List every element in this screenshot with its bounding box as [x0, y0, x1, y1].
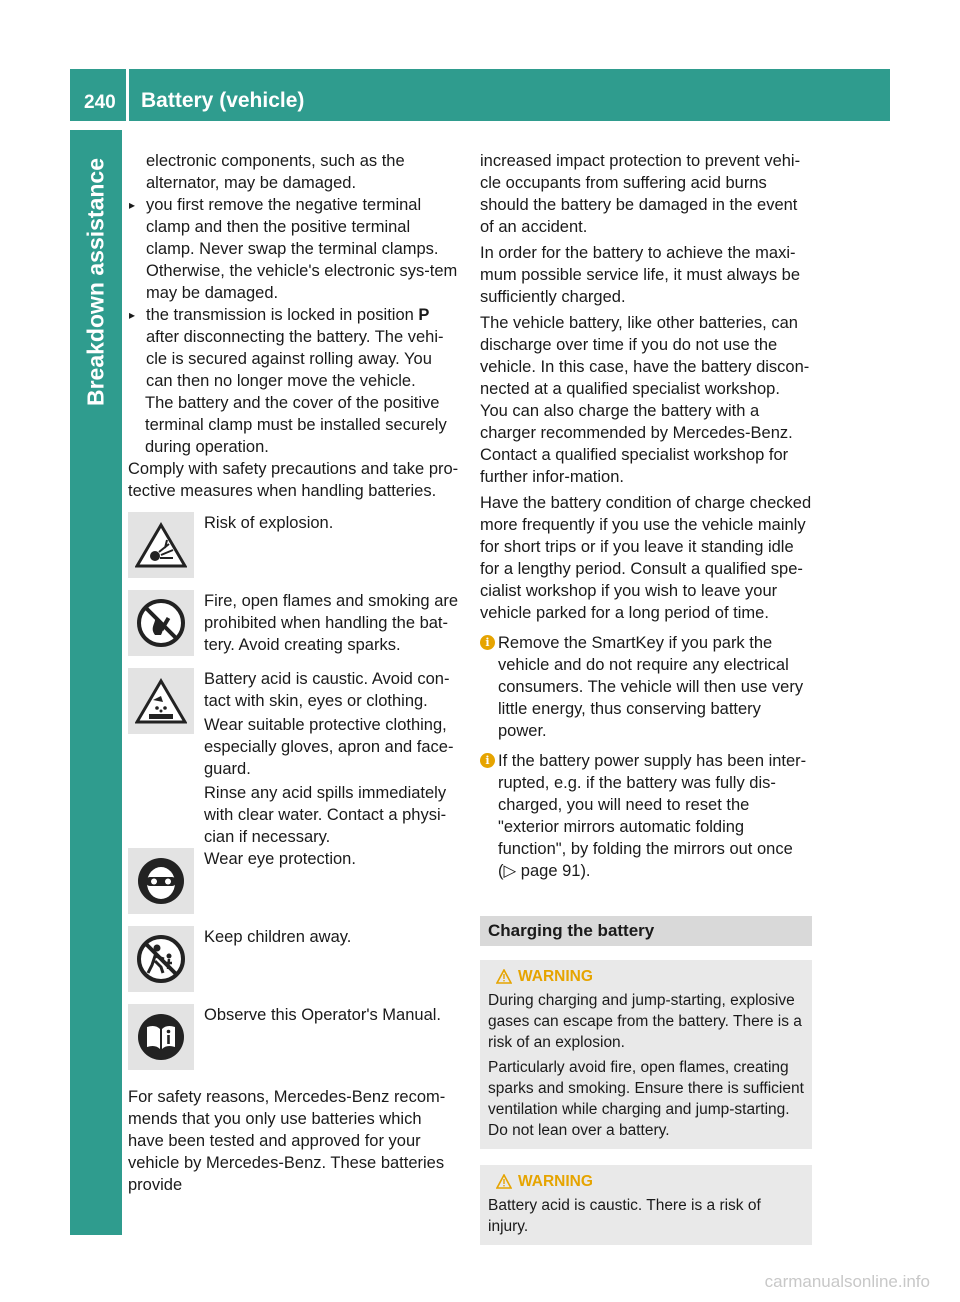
warning-row-explosion: [128, 512, 461, 590]
warning-row-eye: [128, 848, 461, 926]
safety-text: For safety reasons, Mercedes-Benz recom-mends that you only use batteries which have been tested and approved for your vehicle by Mercedes-Benz. These batteries provide: [128, 1088, 446, 1194]
eye-protection-icon: [128, 848, 194, 914]
corrosive-icon: [128, 668, 194, 734]
warning-row-corrosive: [128, 668, 461, 848]
keep-children-away-icon: [128, 926, 194, 992]
warning-row-children: [128, 926, 461, 1004]
warning-body: Battery acid is caustic. There is a risk of injury.: [488, 1197, 761, 1235]
info-note-smartkey: [480, 632, 812, 742]
side-tab-label: Breakdown assistance: [82, 157, 109, 407]
bullet-transmission: [128, 304, 461, 392]
warning-label: WARNING: [518, 1173, 593, 1190]
impact-text: increased impact protection to prevent vehi-cle occupants from suffering acid burns should the battery be damaged in the event of an accident.: [480, 152, 801, 236]
page-title: Battery (vehicle): [141, 89, 305, 112]
info-icon: i: [480, 753, 495, 768]
warning-text: Wear eye protection.: [204, 850, 356, 868]
service-life-text: In order for the battery to achieve the maxi-mum possible service life, it must always be sufficiently charged.: [480, 244, 801, 306]
warning-title: [488, 1171, 804, 1192]
info-icon: i: [480, 635, 495, 650]
right-column: [480, 150, 812, 1245]
warning-row-no-fire: [128, 590, 461, 668]
info-note-mirrors: [480, 750, 812, 882]
explosion-icon: [128, 512, 194, 578]
continued-line: electronic components, such as the alternator, may be damaged.: [146, 152, 405, 192]
battery-cover-text: The battery and the cover of the positive terminal clamp must be installed securely during operation.: [145, 394, 447, 456]
warning-text: Fire, open flames and smoking are prohibited when handling the bat-tery. Avoid creating sparks.: [204, 592, 459, 654]
gear-position: P: [418, 306, 430, 324]
discharge-text: The vehicle battery, like other batteries, can discharge over time if you do not use the vehicle. In this case, have the battery discon-nected at a qualified specialist workshop. You can also charge the battery with a charger recommended by Mercedes-Benz. Contact a qualified specialist workshop for further infor-mation.: [480, 314, 810, 486]
warning-text: Wear suitable protective clothing, especially gloves, apron and face-guard.: [204, 716, 454, 778]
manual-icon: [128, 1004, 194, 1070]
no-fire-icon: [128, 590, 194, 656]
bullet-negative-terminal: ▸ you first remove the negative terminal clamp and then the positive terminal clamp. Never swap the terminal clamps. Otherwise, the vehicle's electronic sys-tem may be damaged.: [128, 194, 461, 304]
warning-triangle-icon: [496, 969, 512, 984]
comply-text: Comply with safety precautions and take pro-tective measures when handling batteries.: [128, 460, 459, 500]
info-text: Remove the SmartKey if you park the vehicle and do not require any electrical consumers. The vehicle will then use very little energy, thus conserving battery power.: [498, 634, 804, 740]
warning-title: [488, 966, 804, 987]
warning-row-manual: [128, 1004, 461, 1082]
warning-text: Keep children away.: [204, 928, 352, 946]
page-number: 240: [84, 92, 116, 113]
warning-text: Risk of explosion.: [204, 514, 334, 532]
warning-text: Observe this Operator's Manual.: [204, 1006, 442, 1024]
page-ref-arrow-icon: ▷: [503, 862, 517, 880]
warning-box-acid: [480, 1165, 812, 1245]
watermark-text: carmanualsonline.info: [764, 1272, 930, 1291]
page-reference-link[interactable]: page 91: [516, 862, 581, 880]
bullet-text-before: the transmission is locked in position: [146, 306, 419, 324]
warning-text: Rinse any acid spills immediately with clear water. Contact a physi-cian if necessary.: [204, 784, 447, 846]
warning-box-charging: [480, 960, 812, 1149]
warning-triangle-icon: [496, 1174, 512, 1189]
warning-body: During charging and jump-starting, explosive gases can escape from the battery. There is a risk of an explosion.: [488, 992, 802, 1051]
warning-label: WARNING: [518, 968, 593, 985]
header-divider: [126, 69, 129, 121]
info-text-end: ).: [580, 862, 591, 880]
warning-body: Particularly avoid fire, open flames, creating sparks and smoking. Ensure there is sufficient ventilation while charging and jump-starting. Do not lean over a battery.: [488, 1059, 804, 1139]
bullet-text-after: after disconnecting the battery. The vehi-cle is secured against rolling away. You can then no longer move the vehicle.: [146, 328, 444, 390]
info-text: If the battery power supply has been inter-rupted, e.g. if the battery was fully dis-charged, you will need to reset the "exterior mirrors automatic folding function", by folding the mirrors out once (: [498, 752, 807, 880]
charge-check-text: Have the battery condition of charge checked more frequently if you use the vehicle mainly for short trips or if you leave it standing idle for a lengthy period. Consult a qualified spe-cialist workshop if you wish to leave your vehicle parked for a long period of time.: [480, 494, 812, 622]
warning-text: Battery acid is caustic. Avoid con-tact with skin, eyes or clothing.: [204, 670, 450, 710]
left-column: [128, 150, 461, 1196]
section-heading: Charging the battery: [480, 916, 812, 946]
